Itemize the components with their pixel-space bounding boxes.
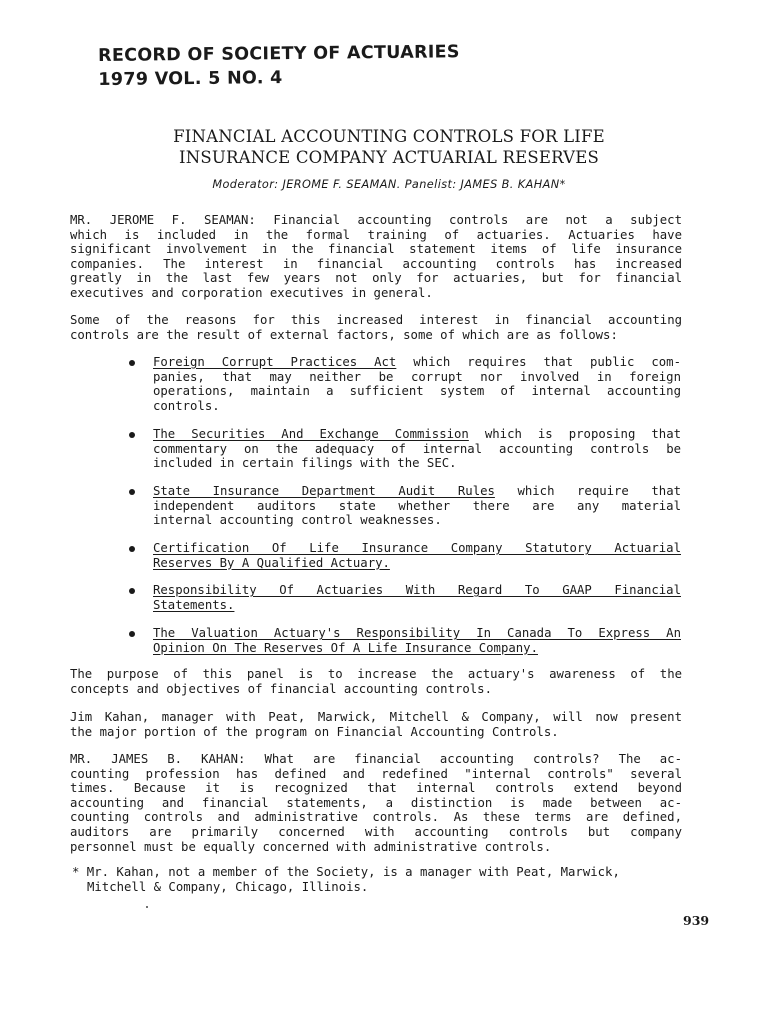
- bullet-dot: [129, 489, 135, 495]
- article-title-line2: INSURANCE COMPANY ACTUARIAL RESERVES: [178, 148, 599, 167]
- paragraph-purpose: The purpose of this panel is to increase the actuary's awareness of the concepts and objectives of financial accounting controls.: [70, 667, 682, 696]
- bullet-dot: [129, 432, 135, 438]
- article-title: [100, 126, 678, 168]
- paragraph-reasons: Some of the reasons for this increased interest in financial accounting controls are the result of external factors, some of which are as follows:: [70, 313, 682, 342]
- footnote: * Mr. Kahan, not a member of the Society, is a manager with Peat, Marwick, Mitchell & Company, Chicago, Illinois.: [72, 865, 620, 894]
- bullet-item: Responsibility Of Actuaries With Regard To GAAP Financial Statements.: [153, 583, 681, 612]
- bullet-item: Certification Of Life Insurance Company Statutory Actuarial Reserves By A Qualified Actuary.: [153, 541, 681, 570]
- bullet-dot: [129, 631, 135, 637]
- bullet-item: Foreign Corrupt Practices Act which requires that public com- panies, that may neither be corrupt nor involved in foreign operations, maintain a sufficient system of internal accounting controls.: [153, 355, 681, 413]
- bullet-item: The Valuation Actuary's Responsibility In Canada To Express An Opinion On The Reserves Of A Life Insurance Company.: [153, 626, 681, 655]
- page-number: 939: [683, 913, 710, 928]
- moderator-line: Moderator: JEROME F. SEAMAN. Panelist: JAMES B. KAHAN*: [212, 178, 566, 191]
- paragraph-intro: MR. JEROME F. SEAMAN: Financial accounting controls are not a subject which is included in the formal training of actuaries. Actuaries have significant involvement in the financial statement items of life insurance companies. The interest in financial accounting controls has increased greatly in the last few years not only for actuaries, but for financial executives and corporation executives in general.: [70, 213, 682, 300]
- bullet-item: State Insurance Department Audit Rules which require that independent auditors state whether there are any material internal accounting control weaknesses.: [153, 484, 681, 528]
- bullet-item: The Securities And Exchange Commission which is proposing that commentary on the adequacy of internal accounting controls be included in certain filings with the SEC.: [153, 427, 682, 471]
- bullet-dot: [129, 546, 135, 552]
- paragraph-introduction: Jim Kahan, manager with Peat, Marwick, Mitchell & Company, will now present the major portion of the program on Financial Accounting Controls.: [70, 710, 682, 739]
- journal-header-line2: 1979 VOL. 5 NO. 4: [98, 68, 283, 90]
- bullet-dot: [129, 588, 135, 594]
- journal-header-line1: RECORD OF SOCIETY OF ACTUARIES: [98, 42, 460, 66]
- bullet-dot: [129, 360, 135, 366]
- article-title-line1: FINANCIAL ACCOUNTING CONTROLS FOR LIFE: [173, 127, 605, 146]
- journal-header: [98, 40, 460, 92]
- paragraph-kahan: MR. JAMES B. KAHAN: What are financial accounting controls? The ac- counting profession has defined and redefined "internal controls" several times. Because it is recognized that internal controls extend beyond accounting and financial statements, a distinction is made between ac- counting controls and administrative controls. As these terms are defined, auditors are primarily concerned with accounting controls but company personnel must be equally concerned with administrative controls.: [70, 752, 682, 854]
- scan-speck: [146, 906, 148, 908]
